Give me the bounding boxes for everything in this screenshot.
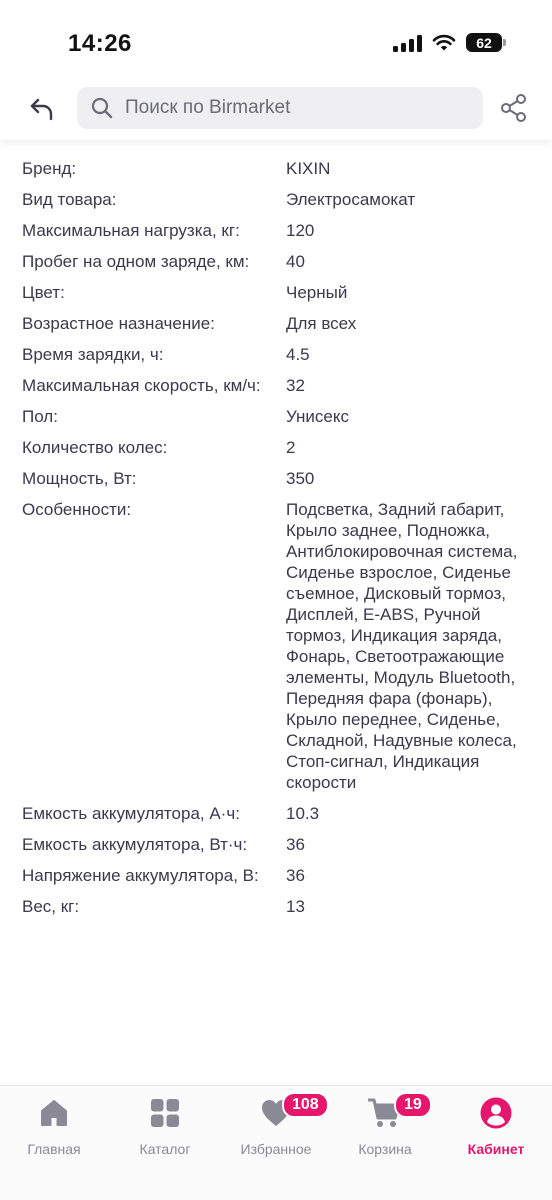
nav-item-cabinet[interactable] xyxy=(446,1096,546,1157)
spec-row-charge-time xyxy=(0,344,552,365)
status-time: 14:26 xyxy=(68,30,132,57)
spec-row-range xyxy=(0,251,552,272)
spec-row-wheels xyxy=(0,437,552,458)
spec-label: Пол: xyxy=(22,407,58,426)
spec-label: Емкость аккумулятора, Вт·ч: xyxy=(22,835,248,854)
spec-label: Бренд: xyxy=(22,159,77,178)
spec-row-battery-wh xyxy=(0,834,552,855)
spec-row-weight xyxy=(0,896,552,917)
spec-value: 350 xyxy=(285,469,315,488)
spec-row-age xyxy=(0,313,552,334)
spec-value: KIXIN xyxy=(285,159,331,178)
catalog-grid-icon xyxy=(150,1098,180,1128)
back-arrow-icon[interactable] xyxy=(28,94,58,124)
spec-label: Пробег на одном заряде, км: xyxy=(22,252,250,271)
spec-value: 2 xyxy=(285,438,296,457)
top-bar xyxy=(0,80,552,140)
spec-row-max-load xyxy=(0,220,552,241)
spec-value: 10.3 xyxy=(285,804,320,823)
spec-list xyxy=(0,158,552,927)
spec-row-battery-voltage xyxy=(0,865,552,886)
nav-label-cabinet: Кабинет xyxy=(467,1141,525,1157)
spec-label: Цвет: xyxy=(22,283,65,302)
spec-value: 32 xyxy=(285,376,305,395)
wifi-icon xyxy=(432,34,456,52)
search-box[interactable] xyxy=(77,87,483,129)
spec-label: Емкость аккумулятора, А·ч: xyxy=(22,804,240,823)
battery-icon: 62 xyxy=(466,33,502,52)
spec-row-gender xyxy=(0,406,552,427)
cart-badge: 19 xyxy=(394,1092,432,1118)
spec-label: Количество колес: xyxy=(22,438,168,457)
spec-row-color xyxy=(0,282,552,303)
spec-value: Электросамокат xyxy=(285,190,416,209)
spec-row-power xyxy=(0,468,552,489)
spec-value: Для всех xyxy=(285,314,357,333)
home-icon xyxy=(39,1098,69,1128)
spec-row-product-type xyxy=(0,189,552,210)
spec-label: Максимальная нагрузка, кг: xyxy=(22,221,240,240)
spec-label: Возрастное назначение: xyxy=(22,314,215,333)
spec-label: Время зарядки, ч: xyxy=(22,345,164,364)
spec-value: Черный xyxy=(285,283,348,302)
nav-label-favorites: Избранное xyxy=(240,1141,312,1157)
spec-row-battery-ah xyxy=(0,803,552,824)
spec-label: Вес, кг: xyxy=(22,897,80,916)
spec-label: Особенности: xyxy=(22,500,132,519)
spec-label: Вид товара: xyxy=(22,190,117,209)
nav-item-favorites[interactable] xyxy=(226,1096,326,1157)
nav-label-catalog: Каталог xyxy=(139,1141,191,1157)
spec-value: 13 xyxy=(285,897,305,916)
status-bar xyxy=(0,0,552,80)
spec-row-max-speed xyxy=(0,375,552,396)
nav-item-catalog[interactable] xyxy=(115,1096,215,1157)
spec-value: 36 xyxy=(285,835,305,854)
bottom-nav xyxy=(0,1085,552,1200)
spec-value: Подсветка, Задний габарит, Крыло заднее, Подножка, Антиблокировочная система, Сиденье взрослое, Сиденье съемное, Дисковый тормоз, Дисплей, E-ABS, Ручной тормоз, Индикация заряда, Фонарь, Светоотражающие элементы, Модуль Bluetooth, Передняя фара (фонарь), Крыло переднее, Сиденье, Складной, Надувные колеса, Стоп-сигнал, Индикация скорости xyxy=(285,500,518,792)
favorites-badge: 108 xyxy=(282,1092,329,1118)
nav-label-home: Главная xyxy=(27,1141,81,1157)
status-icons xyxy=(393,33,502,52)
spec-row-brand xyxy=(0,158,552,179)
spec-label: Максимальная скорость, км/ч: xyxy=(22,376,261,395)
spec-value: Унисекс xyxy=(285,407,349,426)
nav-label-cart: Корзина xyxy=(358,1141,412,1157)
spec-value: 120 xyxy=(285,221,315,240)
spec-value: 36 xyxy=(285,866,305,885)
spec-value: 4.5 xyxy=(285,345,310,364)
search-input[interactable] xyxy=(125,97,455,119)
nav-item-home[interactable] xyxy=(4,1096,104,1157)
spec-label: Напряжение аккумулятора, В: xyxy=(22,866,259,885)
spec-label: Мощность, Вт: xyxy=(22,469,137,488)
spec-value: 40 xyxy=(285,252,305,271)
spec-row-features xyxy=(0,499,552,793)
share-icon[interactable] xyxy=(500,93,528,123)
nav-item-cart[interactable] xyxy=(335,1096,435,1157)
user-profile-icon xyxy=(480,1097,512,1129)
cellular-signal-icon xyxy=(393,34,422,52)
search-icon xyxy=(91,97,113,119)
